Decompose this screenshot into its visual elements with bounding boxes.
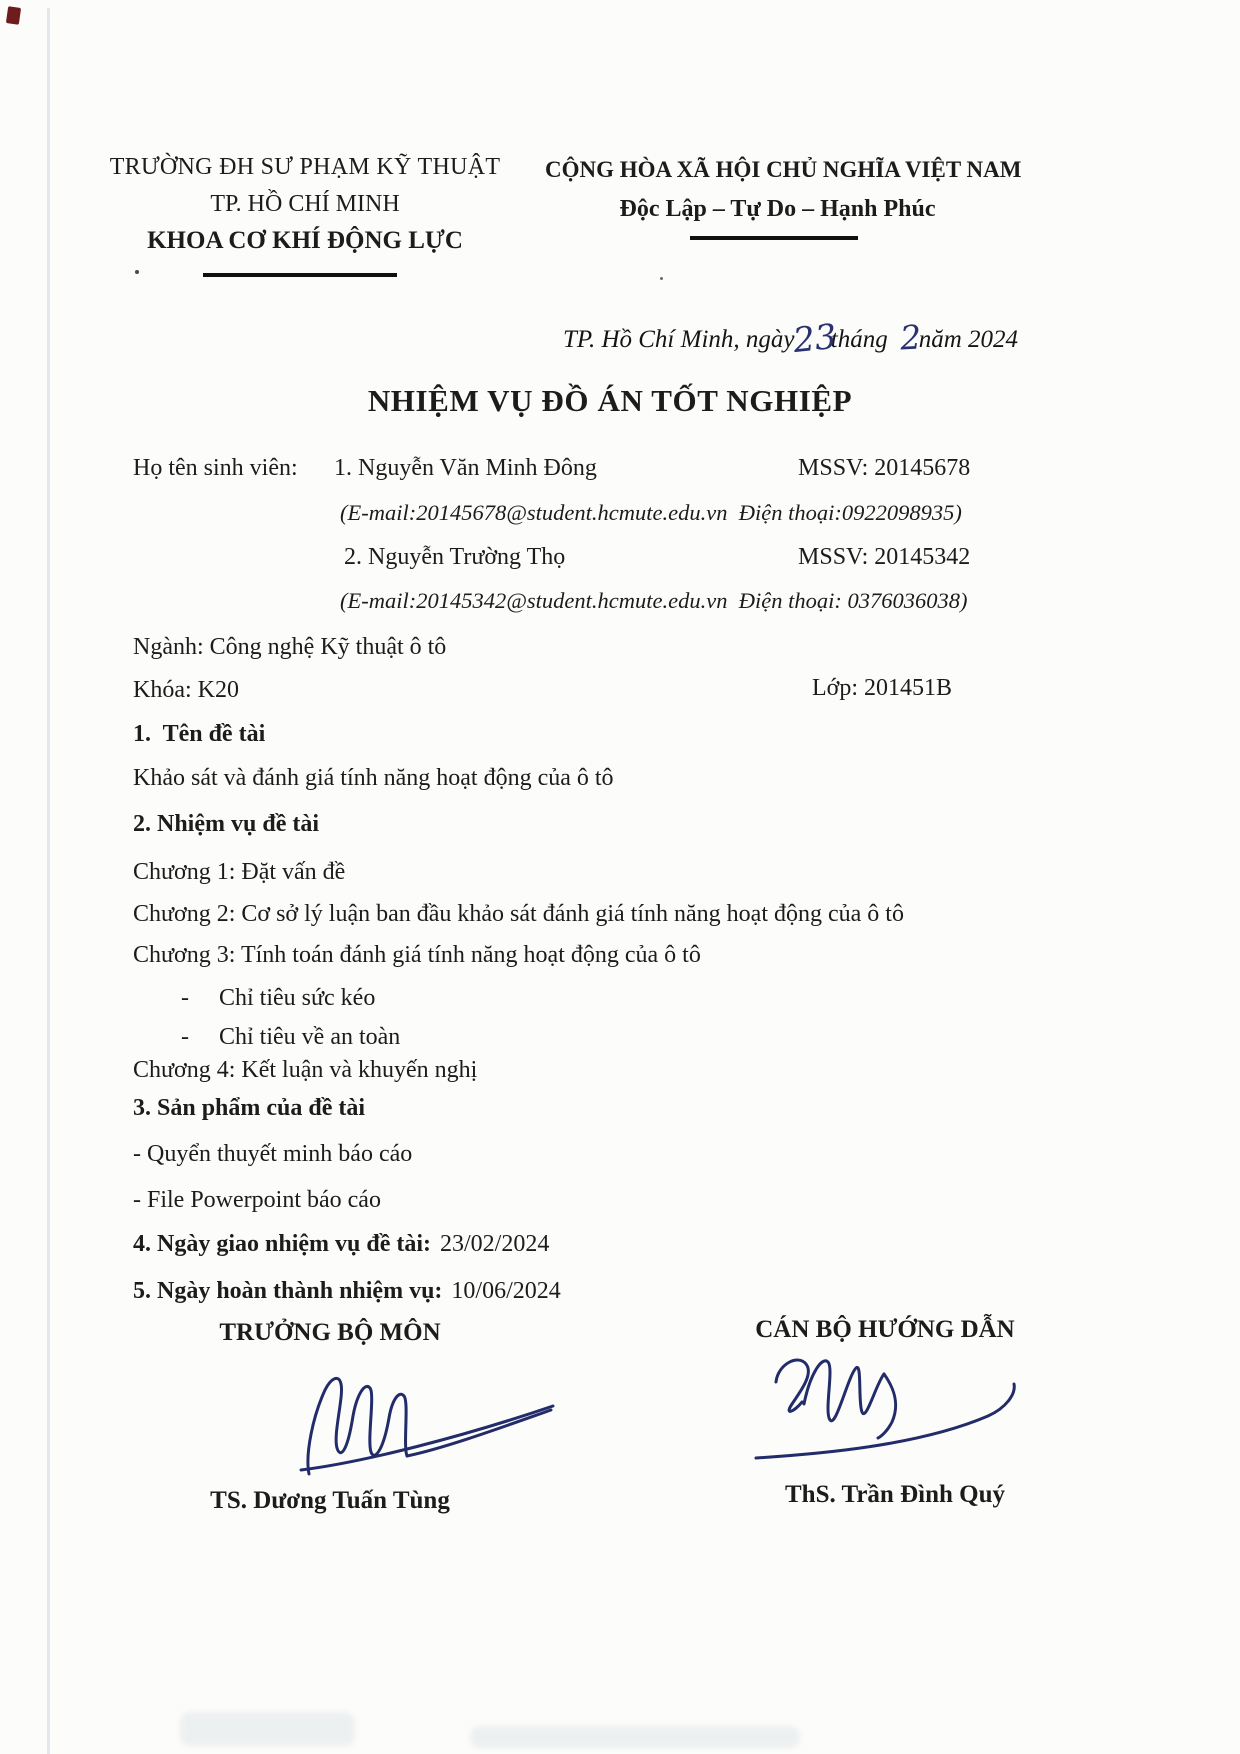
left-header-separator — [203, 273, 397, 277]
complete-date-value: 10/06/2024 — [451, 1278, 561, 1304]
chapter-4: Chương 4: Kết luận và khuyến nghị — [133, 1057, 478, 1083]
university-name-line1: TRƯỜNG ĐH SƯ PHẠM KỸ THUẬT — [109, 154, 501, 180]
document-title: NHIỆM VỤ ĐỒ ÁN TỐT NGHIỆP — [367, 383, 853, 418]
student-1-name: 1. Nguyễn Văn Minh Đông — [334, 455, 597, 481]
student-2-name: 2. Nguyễn Trường Thọ — [344, 544, 566, 570]
major-line: Ngành: Công nghệ Kỹ thuật ô tô — [133, 634, 447, 660]
supervisor-signature — [748, 1340, 1028, 1465]
complete-date-label: 5. Ngày hoàn thành nhiệm vụ: — [133, 1278, 443, 1304]
student-1-contact: (E-mail:20145678@student.hcmute.edu.vn Điện thoại:0922098935) — [340, 500, 962, 525]
bullet-2-dash: - — [181, 1024, 189, 1050]
assign-date-line — [133, 1230, 549, 1259]
scan-smudge — [470, 1726, 800, 1748]
cohort-line: Khóa: K20 — [133, 677, 239, 703]
students-label: Họ tên sinh viên: — [133, 455, 298, 481]
faculty-name: KHOA CƠ KHÍ ĐỘNG LỰC — [147, 227, 463, 254]
thesis-title-text: Khảo sát và đánh giá tính năng hoạt động của ô tô — [133, 765, 614, 791]
handwritten-day: 23 — [790, 316, 839, 362]
date-printed-suffix: năm 2024 — [918, 326, 1019, 353]
bullet-2-text: Chỉ tiêu về an toàn — [219, 1024, 401, 1050]
national-motto: Độc Lập – Tự Do – Hạnh Phúc — [619, 196, 936, 222]
university-name-line2: TP. HỒ CHÍ MINH — [210, 191, 400, 217]
student-2-mssv: MSSV: 20145342 — [798, 544, 971, 570]
date-printed-mid: tháng — [830, 326, 888, 353]
right-header-separator — [690, 236, 858, 240]
ink-dot — [135, 270, 139, 274]
national-header: CỘNG HÒA XÃ HỘI CHỦ NGHĨA VIỆT NAM — [545, 157, 1022, 182]
head-of-department-name: TS. Dương Tuấn Tùng — [210, 1487, 450, 1514]
chapter-1: Chương 1: Đặt vấn đề — [133, 859, 346, 885]
handwritten-month: 2 — [898, 317, 922, 358]
head-of-department-signature — [295, 1356, 565, 1484]
student-1-mssv: MSSV: 20145678 — [798, 455, 971, 481]
assign-date-label: 4. Ngày giao nhiệm vụ đề tài: — [133, 1231, 432, 1257]
bullet-1-dash: - — [181, 985, 189, 1011]
assign-date-value: 23/02/2024 — [440, 1231, 550, 1257]
scan-smudge — [180, 1712, 355, 1746]
date-line — [563, 316, 1019, 362]
supervisor-name: ThS. Trần Đình Quý — [784, 1481, 1005, 1508]
supervisor-title: CÁN BỘ HƯỚNG DẪN — [755, 1316, 1015, 1343]
class-line: Lớp: 201451B — [812, 675, 953, 701]
date-printed-prefix: TP. Hồ Chí Minh, ngày — [563, 326, 795, 353]
student-2-contact: (E-mail:20145342@student.hcmute.edu.vn Điện thoại: 0376036038) — [340, 588, 968, 613]
chapter-3: Chương 3: Tính toán đánh giá tính năng hoạt động của ô tô — [133, 942, 701, 968]
product-2: - File Powerpoint báo cáo — [133, 1187, 381, 1213]
section-1-heading: 1. Tên đề tài — [133, 721, 266, 747]
bullet-1-text: Chỉ tiêu sức kéo — [219, 985, 376, 1011]
scan-edge-line — [47, 8, 50, 1754]
section-3-heading: 3. Sản phẩm của đề tài — [133, 1095, 366, 1121]
corner-red-mark — [6, 6, 21, 25]
section-2-heading: 2. Nhiệm vụ đề tài — [133, 811, 319, 837]
head-of-department-title: TRƯỞNG BỘ MÔN — [219, 1319, 441, 1346]
ink-dot — [660, 277, 663, 280]
product-1: - Quyển thuyết minh báo cáo — [133, 1141, 413, 1167]
complete-date-line — [133, 1277, 561, 1306]
chapter-2: Chương 2: Cơ sở lý luận ban đầu khảo sát đánh giá tính năng hoạt động của ô tô — [133, 901, 904, 927]
